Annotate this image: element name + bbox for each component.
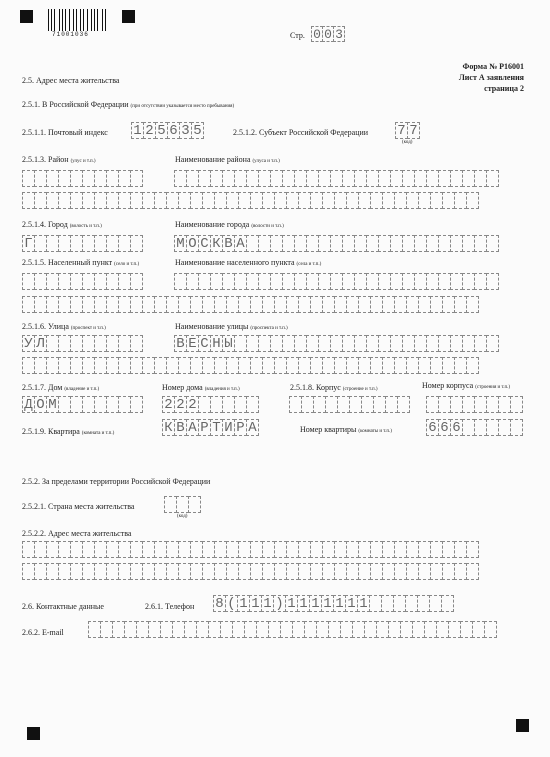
char-cell: М bbox=[46, 396, 59, 413]
building-label-text: 2.5.1.8. Корпус bbox=[290, 383, 341, 392]
char-cell: В bbox=[222, 235, 235, 252]
building-note: (строение и т.п.) bbox=[342, 387, 378, 392]
phone-field[interactable] bbox=[213, 595, 454, 612]
char-cell: ) bbox=[273, 595, 286, 612]
char-cell: 2 bbox=[143, 122, 156, 139]
char-cell bbox=[441, 595, 454, 612]
char-cell: О bbox=[186, 235, 199, 252]
char-cell: 2 bbox=[186, 396, 199, 413]
char-cell: 6 bbox=[438, 419, 451, 436]
street-name-label bbox=[175, 322, 288, 331]
apartment-number-note: (комнаты и т.п.) bbox=[358, 429, 392, 434]
char-cell: 5 bbox=[191, 122, 204, 139]
char-cell: Д bbox=[22, 396, 35, 413]
char-cell bbox=[130, 335, 143, 352]
building-number-label-text: Номер корпуса bbox=[422, 381, 474, 390]
country-code-note: (код) bbox=[177, 514, 188, 519]
locality-name-note: (села и т.п.) bbox=[296, 262, 322, 267]
form-number: Форма № Р16001 bbox=[462, 62, 524, 71]
char-cell bbox=[188, 496, 201, 513]
barcode-bar bbox=[62, 9, 63, 31]
char-cell: К bbox=[162, 419, 175, 436]
char-cell: 1 bbox=[261, 595, 274, 612]
char-cell: 1 bbox=[237, 595, 250, 612]
foreign-address-row2[interactable] bbox=[22, 563, 479, 580]
apartment-number-field[interactable] bbox=[426, 419, 523, 436]
char-cell: О bbox=[34, 396, 47, 413]
apartment-number-label bbox=[300, 425, 392, 434]
char-cell bbox=[246, 396, 259, 413]
building-type-field[interactable] bbox=[289, 396, 410, 413]
char-cell: Р bbox=[198, 419, 211, 436]
char-cell bbox=[466, 541, 479, 558]
building-number-field[interactable] bbox=[426, 396, 523, 413]
char-cell: 0 bbox=[311, 26, 323, 42]
char-cell: В bbox=[174, 419, 187, 436]
page-number-field bbox=[311, 26, 345, 42]
char-cell: А bbox=[246, 419, 259, 436]
email-label: 2.6.2. E-mail bbox=[22, 628, 64, 637]
district-label-text: 2.5.1.3. Район bbox=[22, 155, 69, 164]
locality-note: (село и т.п.) bbox=[114, 262, 140, 267]
char-cell: Г bbox=[22, 235, 35, 252]
phone-label: 2.6.1. Телефон bbox=[145, 602, 195, 611]
barcode-bar bbox=[87, 9, 88, 31]
apartment-type-field[interactable] bbox=[162, 419, 259, 436]
house-number-label-text: Номер дома bbox=[162, 383, 203, 392]
char-cell bbox=[510, 396, 523, 413]
city-type-field[interactable] bbox=[22, 235, 143, 252]
char-cell: Н bbox=[210, 335, 223, 352]
char-cell bbox=[486, 335, 499, 352]
section-2-5-1-heading: 2.5.1. В Российской Федерации bbox=[22, 100, 129, 109]
city-label-text: 2.5.1.4. Город bbox=[22, 220, 68, 229]
house-number-label bbox=[162, 383, 240, 392]
building-number-note: (строения и т.п.) bbox=[475, 385, 511, 390]
char-cell: 1 bbox=[357, 595, 370, 612]
subject-code-note: (код) bbox=[402, 140, 413, 145]
char-cell: Р bbox=[234, 419, 247, 436]
barcode-bar bbox=[92, 9, 93, 31]
foreign-address-row1[interactable] bbox=[22, 541, 479, 558]
corner-marker-top-left bbox=[20, 10, 33, 23]
house-number-note: (владения и т.п.) bbox=[204, 387, 240, 392]
char-cell bbox=[466, 296, 479, 313]
char-cell: 1 bbox=[345, 595, 358, 612]
char-cell: 7 bbox=[407, 122, 420, 139]
char-cell bbox=[466, 563, 479, 580]
city-name-label-text: Наименование города bbox=[175, 220, 250, 229]
street-name-label-text: Наименование улицы bbox=[175, 322, 249, 331]
char-cell: С bbox=[198, 235, 211, 252]
char-cell bbox=[486, 273, 499, 290]
street-note: (проспект и т.п.) bbox=[70, 326, 106, 331]
char-cell: 1 bbox=[131, 122, 144, 139]
char-cell bbox=[466, 357, 479, 374]
barcode-bar bbox=[78, 9, 79, 31]
city-name-label bbox=[175, 220, 284, 229]
char-cell: 8 bbox=[213, 595, 226, 612]
char-cell: У bbox=[22, 335, 35, 352]
district-name-field-row2[interactable] bbox=[22, 192, 479, 209]
corner-marker-bottom-right bbox=[516, 719, 529, 732]
email-field[interactable] bbox=[88, 621, 497, 638]
house-type-field[interactable] bbox=[22, 396, 143, 413]
house-note: (владение и т.п.) bbox=[64, 387, 100, 392]
district-name-label-text: Наименование района bbox=[175, 155, 251, 164]
locality-label-text: 2.5.1.5. Населенный пункт bbox=[22, 258, 113, 267]
district-name-note: (улуса и т.п.) bbox=[252, 159, 280, 164]
district-type-field[interactable] bbox=[22, 170, 143, 187]
locality-name-field-row1[interactable] bbox=[174, 273, 499, 290]
char-cell: 3 bbox=[333, 26, 345, 42]
char-cell: Ы bbox=[222, 335, 235, 352]
street-label-text: 2.5.1.6. Улица bbox=[22, 322, 69, 331]
char-cell: Е bbox=[186, 335, 199, 352]
char-cell: 1 bbox=[297, 595, 310, 612]
section-2-5-title: 2.5. Адрес места жительства bbox=[22, 76, 120, 85]
char-cell: 1 bbox=[333, 595, 346, 612]
house-label-text: 2.5.1.7. Дом bbox=[22, 383, 63, 392]
section-2-6-title: 2.6. Контактные данные bbox=[22, 602, 104, 611]
corner-marker-top-right bbox=[122, 10, 135, 23]
city-name-note: (волости и т.п.) bbox=[251, 224, 284, 229]
house-number-field[interactable] bbox=[162, 396, 259, 413]
char-cell: А bbox=[234, 235, 247, 252]
char-cell: Л bbox=[34, 335, 47, 352]
city-name-field[interactable] bbox=[174, 235, 499, 252]
section-2-5-2-title: 2.5.2. За пределами территории Российской Федерации bbox=[22, 477, 211, 486]
section-2-5-1-note: (при отсутствии указывается место пребывания) bbox=[130, 104, 235, 109]
char-cell bbox=[510, 419, 523, 436]
street-name-field-row1[interactable] bbox=[174, 335, 499, 352]
apartment-label bbox=[22, 427, 114, 436]
city-note: (волость и т.п.) bbox=[69, 224, 102, 229]
locality-name-label bbox=[175, 258, 321, 267]
district-label bbox=[22, 155, 96, 164]
char-cell bbox=[486, 170, 499, 187]
apartment-note: (комната и т.п.) bbox=[81, 431, 115, 436]
apartment-number-label-text: Номер квартиры bbox=[300, 425, 357, 434]
page-label: Стр. bbox=[290, 31, 305, 40]
postal-index-label: 2.5.1.1. Почтовый индекс bbox=[22, 128, 108, 137]
building-label bbox=[290, 383, 378, 392]
street-label bbox=[22, 322, 106, 331]
sheet-page: страница 2 bbox=[484, 84, 524, 93]
char-cell: 1 bbox=[309, 595, 322, 612]
char-cell: 2 bbox=[174, 396, 187, 413]
corner-marker-bottom-left bbox=[27, 727, 40, 740]
char-cell bbox=[397, 396, 410, 413]
apartment-label-text: 2.5.1.9. Квартира bbox=[22, 427, 80, 436]
city-label bbox=[22, 220, 102, 229]
char-cell: 7 bbox=[395, 122, 408, 139]
barcode-bar bbox=[67, 9, 68, 31]
barcode-image bbox=[48, 9, 108, 31]
char-cell: 6 bbox=[426, 419, 439, 436]
street-name-field-row2[interactable] bbox=[22, 357, 479, 374]
char-cell: 1 bbox=[285, 595, 298, 612]
locality-name-field-row2[interactable] bbox=[22, 296, 479, 313]
barcode-number: 71001036 bbox=[52, 31, 89, 38]
char-cell: 2 bbox=[162, 396, 175, 413]
barcode-bar bbox=[76, 9, 77, 31]
char-cell: С bbox=[198, 335, 211, 352]
barcode-bar bbox=[97, 9, 98, 31]
char-cell: 1 bbox=[249, 595, 262, 612]
char-cell bbox=[130, 273, 143, 290]
building-number-label bbox=[422, 381, 510, 390]
district-name-field-row1[interactable] bbox=[174, 170, 499, 187]
street-type-field[interactable] bbox=[22, 335, 143, 352]
char-cell: ( bbox=[225, 595, 238, 612]
char-cell bbox=[130, 235, 143, 252]
barcode-bar bbox=[107, 9, 108, 31]
char-cell: 6 bbox=[450, 419, 463, 436]
street-name-note: (проспекта и т.п.) bbox=[250, 326, 288, 331]
char-cell: 5 bbox=[155, 122, 168, 139]
locality-label bbox=[22, 258, 139, 267]
char-cell: К bbox=[210, 235, 223, 252]
char-cell bbox=[486, 235, 499, 252]
char-cell: В bbox=[174, 335, 187, 352]
house-label bbox=[22, 383, 99, 392]
char-cell: Т bbox=[210, 419, 223, 436]
char-cell: 6 bbox=[167, 122, 180, 139]
char-cell bbox=[466, 192, 479, 209]
foreign-address-label: 2.5.2.2. Адрес места жительства bbox=[22, 529, 132, 538]
locality-type-field[interactable] bbox=[22, 273, 143, 290]
char-cell bbox=[484, 621, 497, 638]
country-code-field[interactable] bbox=[164, 496, 201, 513]
subject-label: 2.5.1.2. Субъект Российской Федерации bbox=[233, 128, 369, 137]
country-label: 2.5.2.1. Страна места жительства bbox=[22, 502, 135, 511]
char-cell: 1 bbox=[321, 595, 334, 612]
district-note: (улус и т.п.) bbox=[70, 159, 96, 164]
postal-index-field[interactable] bbox=[131, 122, 204, 139]
locality-name-label-text: Наименование населенного пункта bbox=[175, 258, 295, 267]
section-2-5-1-title bbox=[22, 100, 234, 109]
char-cell: М bbox=[174, 235, 187, 252]
sheet-label: Лист А заявления bbox=[458, 73, 524, 82]
subject-code-field[interactable] bbox=[395, 122, 420, 139]
char-cell bbox=[130, 396, 143, 413]
barcode-bar bbox=[56, 9, 57, 31]
char-cell: 0 bbox=[322, 26, 334, 42]
char-cell: А bbox=[186, 419, 199, 436]
district-name-label bbox=[175, 155, 280, 164]
char-cell: 3 bbox=[179, 122, 192, 139]
char-cell: И bbox=[222, 419, 235, 436]
char-cell bbox=[130, 170, 143, 187]
